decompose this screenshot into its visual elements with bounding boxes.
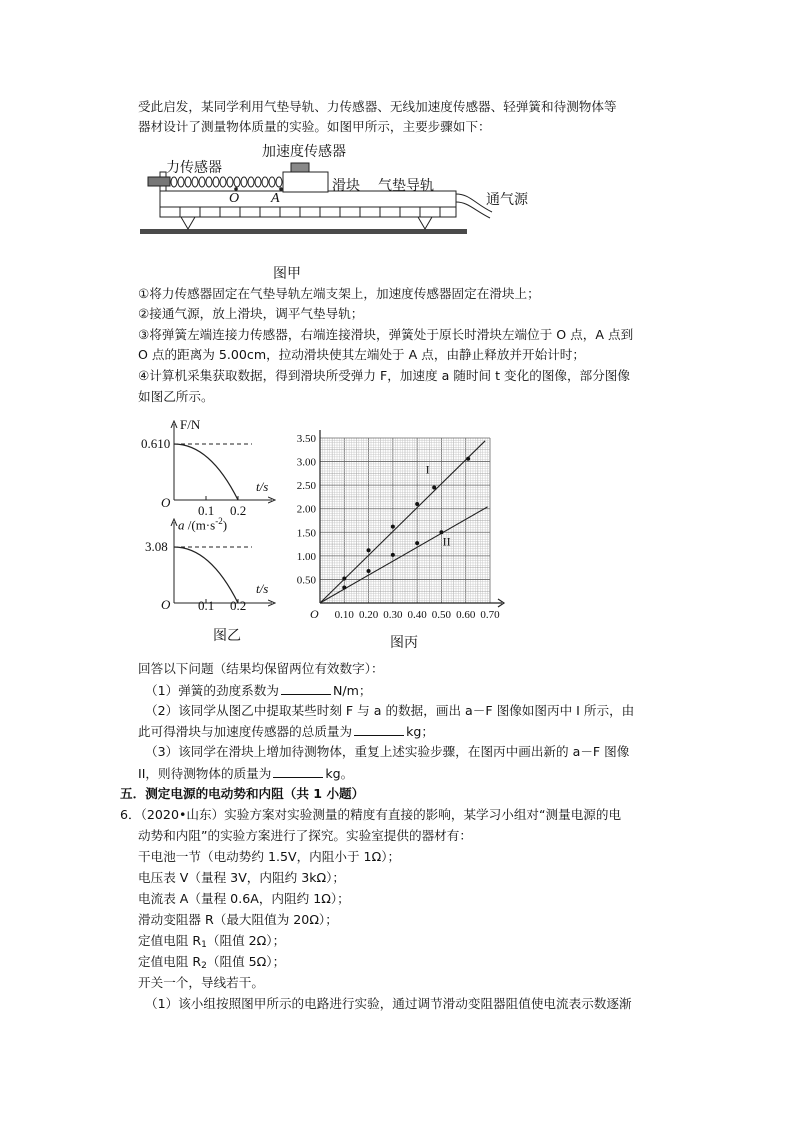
figure-yi-caption: 图乙 — [213, 628, 241, 644]
yi-top-xlabel: t/s — [256, 479, 269, 494]
yi-top-ymark: 0.610 — [141, 436, 171, 451]
figure-bing-caption: 图丙 — [390, 635, 418, 651]
problem-6-line-1: 6．（2020•山东）实验方案对实验测量的精度有直接的影响，某学习小组对“测量电源的电 — [120, 807, 622, 822]
question-3-line-1: （3）该同学在滑块上增加待测物体，重复上述实验步骤，在图丙中画出新的 a－F 图像 — [145, 744, 630, 759]
accel-sensor-label: 加速度传感器 — [262, 144, 346, 160]
bing-point-I — [415, 502, 419, 506]
material-battery: 干电池一节（电动势约 1.5V，内阻小于 1Ω）； — [138, 849, 401, 864]
bing-origin-label: O — [310, 607, 319, 621]
bing-point-II — [415, 541, 419, 545]
yi-top-origin: O — [161, 495, 171, 510]
material-rheostat: 滑动变阻器 R（最大阻值为 20Ω）； — [138, 912, 338, 927]
question-3-line-2: II，则待测物体的质量为 kg。 — [138, 766, 354, 781]
problem-6-line-2: 动势和内阻”的实验方案进行了探究。实验室提供的器材有： — [138, 828, 472, 843]
slider-label: 滑块 — [332, 178, 360, 194]
bing-x-tick-label: 0.10 — [334, 609, 354, 621]
questions-prompt: 回答以下问题（结果均保留两位有效数字）： — [138, 661, 384, 676]
yi-top-tick-1: 0.1 — [198, 503, 215, 518]
bing-y-tick-label: 3.00 — [296, 456, 316, 469]
yi-bottom-ylabel: a $/(m\cdot s^{-2})$ — [178, 516, 228, 533]
intro-line-1: 受此启发，某同学利用气垫导轨、力传感器、无线加速度传感器、轻弹簧和待测物体等 — [138, 99, 617, 114]
bing-x-tick-label: 0.20 — [358, 609, 379, 621]
yi-top-tick-2: 0.2 — [230, 503, 247, 518]
yi-bottom-tick-2: 0.2 — [230, 598, 247, 613]
bing-series-label-I: I — [425, 462, 430, 477]
yi-bottom-origin: O — [161, 597, 171, 612]
material-switch: 开关一个，导线若干。 — [138, 975, 264, 990]
material-r2: 定值电阻 $R_2$（阻值 5Ω）； — [138, 954, 286, 971]
material-ammeter: 电流表 A（量程 0.6A，内阻约 1Ω）； — [138, 891, 350, 906]
step-2: ②接通气源，放上滑块，调平气垫导轨； — [138, 306, 364, 321]
q3-blank[interactable] — [273, 765, 323, 778]
point-a-label: A — [271, 191, 280, 206]
bing-x-tick-label: 0.30 — [383, 609, 403, 621]
point-o-label: O — [229, 191, 240, 206]
bing-y-tick-label: 2.00 — [296, 503, 316, 516]
material-voltmeter: 电压表 V（量程 3V，内阻约 3kΩ）； — [138, 870, 346, 885]
step-1: ①将力传感器固定在气垫导轨左端支架上，加速度传感器固定在滑块上； — [138, 286, 540, 301]
problem-6-part-1: （1）该小组按照图甲所示的电路进行实验，通过调节滑动变阻器阻值使电流表示数逐渐 — [145, 996, 632, 1011]
bing-point-I — [466, 457, 470, 461]
bing-y-tick-label: 3.50 — [296, 433, 316, 445]
yi-bottom-xlabel: t/s — [256, 581, 269, 596]
question-2-line-1: （2）该同学从图乙中提取某些时刻 F 与 a 的数据，画出 a－F 图像如图丙中 I 所示，由 — [145, 703, 635, 718]
bing-point-I — [342, 576, 346, 580]
yi-bottom-tick-1: 0.1 — [198, 598, 215, 613]
bing-x-tick-label: 0.50 — [431, 609, 452, 621]
bing-y-tick-label: 2.50 — [296, 480, 316, 493]
yi-top-ylabel: F/N — [180, 417, 201, 432]
question-2-line-2: 此可得滑块与加速度传感器的总质量为 kg； — [138, 724, 434, 739]
step-4-cont: 如图乙所示。 — [138, 389, 214, 404]
bing-point-I — [367, 548, 371, 552]
bing-point-II — [391, 553, 395, 557]
material-r1: 定值电阻 $R_1$（阻值 2Ω）； — [138, 933, 286, 950]
section-5-heading: 五．测定电源的电动势和内阻（共 1 小题） — [120, 786, 365, 801]
q2-blank[interactable] — [354, 723, 404, 736]
bing-y-tick-label: 1.00 — [296, 550, 316, 563]
step-4: ④计算机采集获取数据，得到滑块所受弹力 F，加速度 a 随时间 t 变化的图像，部分图像 — [138, 368, 630, 383]
intro-line-2: 器材设计了测量物体质量的实验。如图甲所示，主要步骤如下： — [138, 119, 491, 134]
force-sensor-label: 力传感器 — [166, 160, 222, 176]
bing-point-I — [391, 525, 395, 529]
yi-bottom-ymark: 3.08 — [145, 539, 168, 554]
figure-jia-caption: 图甲 — [273, 266, 301, 282]
bing-series-label-II: II — [442, 534, 451, 549]
bing-point-II — [342, 585, 346, 589]
q1-blank[interactable] — [281, 682, 331, 695]
bing-x-tick-label: 0.60 — [456, 609, 476, 621]
bing-y-tick-label: 0.50 — [296, 574, 316, 587]
step-3-cont: O 点的距离为 5.00cm，拉动滑块使其左端处于 A 点，由静止释放并开始计时； — [138, 347, 585, 362]
air-track-label: 气垫导轨 — [378, 178, 434, 194]
question-1: （1）弹簧的劲度系数为 N/m； — [145, 683, 372, 698]
bing-point-II — [367, 569, 371, 573]
bing-point-I — [432, 486, 436, 490]
air-source-label: 通气源 — [486, 192, 528, 208]
step-3: ③将弹簧左端连接力传感器，右端连接滑块，弹簧处于原长时滑块左端位于 O 点，A 点到 — [138, 327, 634, 342]
bing-x-tick-label: 0.40 — [407, 609, 427, 621]
bing-y-tick-label: 1.50 — [296, 527, 316, 540]
bing-x-tick-label: 0.70 — [480, 609, 500, 621]
